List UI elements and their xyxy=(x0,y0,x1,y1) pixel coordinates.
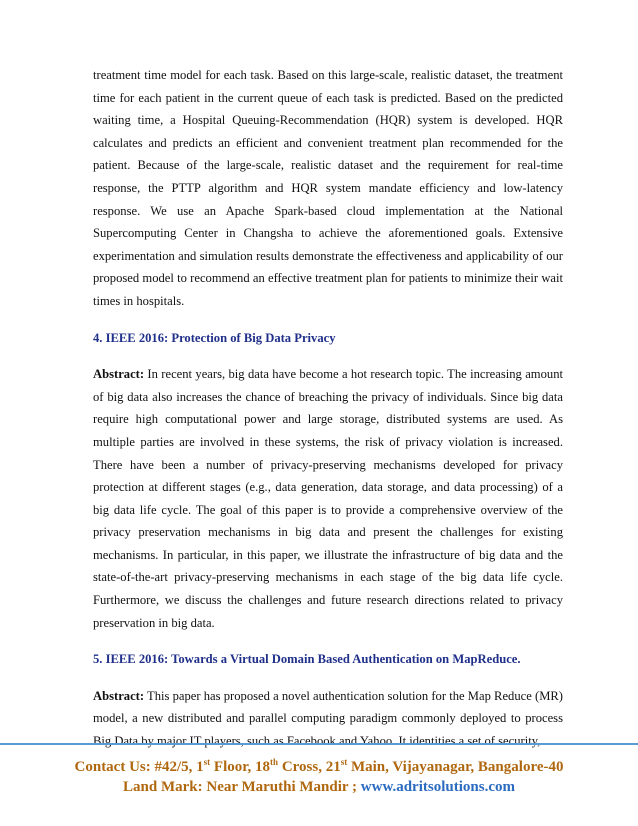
footer-landmark: Land Mark: Near Maruthi Mandir ; xyxy=(123,779,361,795)
section-4-abstract xyxy=(93,363,563,634)
footer-text: Contact Us: #42/5, 1 xyxy=(74,759,204,775)
footer-text: Main, Vijayanagar, Bangalore-40 xyxy=(347,759,564,775)
footer-address-line xyxy=(0,752,638,777)
footer-divider xyxy=(0,743,638,745)
footer-website-link[interactable]: www.adritsolutions.com xyxy=(360,779,515,795)
footer-landmark-line xyxy=(0,777,638,797)
section-heading-4: 4. IEEE 2016: Protection of Big Data Privacy xyxy=(93,330,336,345)
footer xyxy=(0,752,638,797)
footer-text: Cross, 21 xyxy=(278,759,341,775)
abstract-label: Abstract: xyxy=(93,688,145,703)
footer-sup: st xyxy=(203,757,211,767)
abstract-label: Abstract: xyxy=(93,367,145,382)
abstract-text: In recent years, big data have become a hot research topic. The increasing amount of big data also increases the chance of breaching the privacy of individuals. Since big data require high computational power and large storage, distributed systems are used. As multiple parties are involved in these systems, the risk of privacy violation is increased. There have been a number of privacy-preserving mechanisms developed for privacy protection at different stages (e.g., data generation, data storage, and data processing) of a big data life cycle. The goal of this paper is to provide a comprehensive overview of the privacy preservation mechanisms in big data and present the challenges for existing mechanisms. In particular, in this paper, we illustrate the infrastructure of big data and the state-of-the-art privacy-preserving mechanisms in each stage of the big data life cycle. Furthermore, we discuss the challenges and future research directions related to privacy preservation in big data. xyxy=(93,367,563,630)
footer-text: Floor, 18 xyxy=(210,759,271,775)
paragraph-continuation: treatment time model for each task. Based on this large-scale, realistic dataset, the treatment time for each patient in the current queue of each task is predicted. Based on the predicted waiting time, a Hospital Queuing-Recommendation (HQR) system is developed. HQR calculates and predicts an efficient and convenient treatment plan recommended for the patient. Because of the large-scale, realistic dataset and the requirement for real-time response, the PTTP algorithm and HQR system mandate efficiency and low-latency response. We use an Apache Spark-based cloud implementation at the National Supercomputing Center in Changsha to achieve the aforementioned goals. Extensive experimentation and simulation results demonstrate the effectiveness and applicability of our proposed model to recommend an effective treatment plan for patients to minimize their wait times in hospitals. xyxy=(93,68,563,308)
footer-sup: st xyxy=(340,757,348,767)
footer-sup: th xyxy=(270,757,279,767)
page-content xyxy=(93,64,563,753)
abstract-text: This paper has proposed a novel authentication solution for the Map Reduce (MR) model, a new distributed and parallel computing paradigm commonly deployed to process Big Data by major IT players, such as Facebook and Yahoo. It identities a set of security, xyxy=(93,688,563,749)
section-heading-5: 5. IEEE 2016: Towards a Virtual Domain Based Authentication on MapReduce. xyxy=(93,652,521,667)
